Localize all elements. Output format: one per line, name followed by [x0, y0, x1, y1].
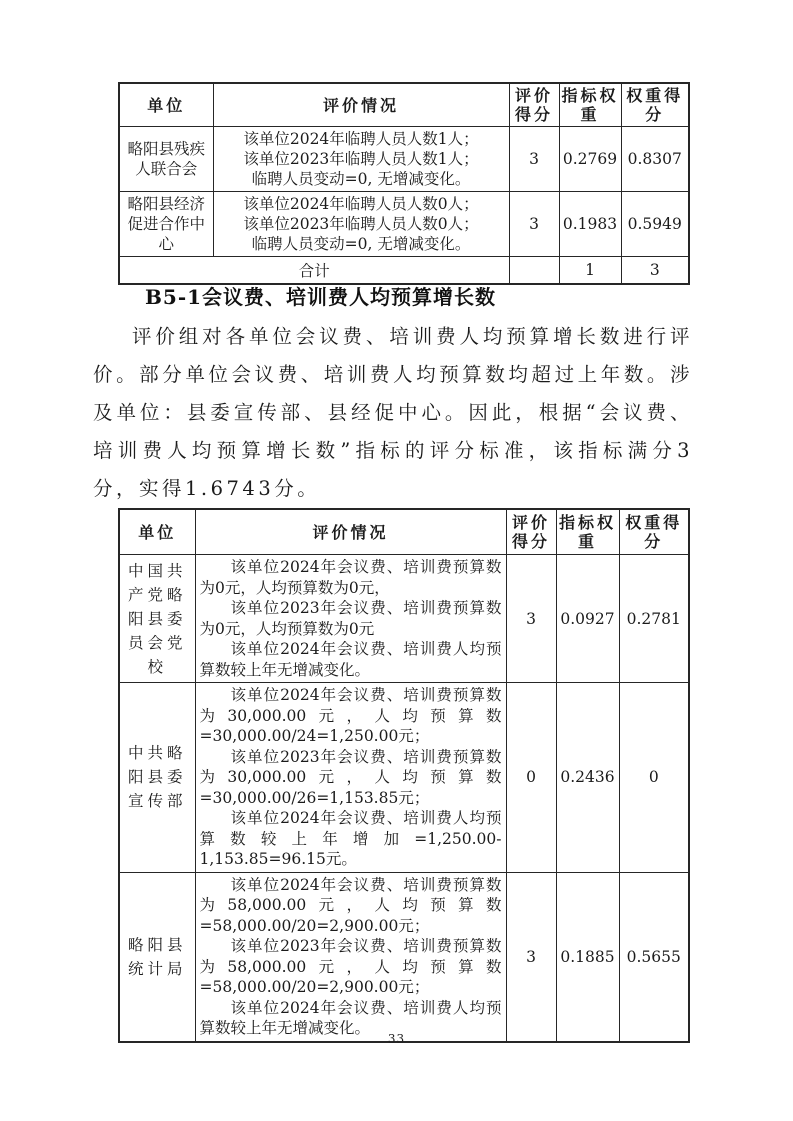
detail-line: 该单位2024年临聘人员人数1人；	[243, 130, 479, 148]
col-header-weight: 指标权重	[556, 509, 619, 555]
evaluation-details	[213, 192, 509, 257]
weighted-score-value: 0	[619, 683, 689, 873]
unit-name: 略阳县统计局	[119, 872, 195, 1042]
col-header-unit: 单位	[119, 83, 213, 127]
weight-value: 0.0927	[556, 555, 619, 683]
evaluation-details	[195, 872, 506, 1042]
score-value: 3	[506, 555, 556, 683]
page-number: 33	[387, 1032, 406, 1046]
section-paragraph: 评价组对各单位会议费、培训费人均预算增长数进行评价。部分单位会议费、培训费人均预算数均超过上年数。涉及单位：县委宣传部、县经促中心。因此，根据“会议费、培训费人均预算增长数”指标的评分标准，该指标满分3分，实得1.6743分。	[93, 325, 693, 500]
total-weighted-score: 3	[621, 257, 689, 285]
col-header-situation: 评价情况	[213, 83, 509, 127]
total-score	[509, 257, 559, 285]
detail-line: 临聘人员变动=0, 无增减变化。	[251, 170, 471, 188]
score-value: 3	[509, 192, 559, 257]
detail-line: 该单位2023年会议费、培训费预算数为30,000.00元，人均预算数=30,000.00/26=1,153.85元；	[199, 747, 502, 807]
col-header-unit: 单位	[119, 509, 195, 555]
table-row	[119, 872, 689, 1042]
score-value: 3	[506, 872, 556, 1042]
evaluation-details	[195, 683, 506, 873]
detail-line: 该单位2023年临聘人员人数1人；	[243, 150, 479, 168]
weighted-score-value: 0.2781	[619, 555, 689, 683]
weighted-score-value: 0.5655	[619, 872, 689, 1042]
detail-line: 该单位2023年临聘人员人数0人；	[243, 215, 479, 233]
table-header-row	[119, 509, 689, 555]
table-row	[119, 683, 689, 873]
evaluation-details	[213, 127, 509, 192]
section-heading: B5-1会议费、培训费人均预算增长数	[145, 285, 497, 309]
table-total-row	[119, 257, 689, 285]
staffing-eval-table	[118, 82, 690, 285]
table-row	[119, 555, 689, 683]
detail-line: 该单位2024年临聘人员人数0人；	[243, 195, 479, 213]
table-header-row	[119, 83, 689, 127]
unit-name: 略阳县经济促进合作中心	[119, 192, 213, 257]
table-row	[119, 127, 689, 192]
detail-line: 该单位2023年会议费、培训费预算数为58,000.00元，人均预算数=58,000.00/20=2,900.00元；	[199, 937, 502, 996]
detail-line: 该单位2024年会议费、培训费预算数为58,000.00元，人均预算数=58,000.00/20=2,900.00元；	[199, 875, 502, 935]
detail-line: 该单位2024年会议费、培训费人均预算数较上年增加=1,250.00-1,153.85=96.15元。	[199, 809, 502, 868]
col-header-weighted-score: 权重得分	[621, 83, 689, 127]
total-label: 合计	[119, 257, 509, 285]
unit-name: 中国共产党略阳县委员会党校	[119, 555, 195, 683]
col-header-weighted-score: 权重得分	[619, 509, 689, 555]
total-weight: 1	[559, 257, 621, 285]
unit-name: 中共略阳县委宣传部	[119, 683, 195, 873]
unit-name: 略阳县残疾人联合会	[119, 127, 213, 192]
detail-line: 该单位2024年会议费、培训费预算数为30,000.00元，人均预算数=30,000.00/24=1,250.00元；	[199, 686, 502, 745]
meeting-training-fee-eval-table	[118, 508, 690, 1043]
col-header-situation: 评价情况	[195, 509, 506, 555]
weight-value: 0.2769	[559, 127, 621, 192]
weight-value: 0.1885	[556, 872, 619, 1042]
weight-value: 0.1983	[559, 192, 621, 257]
detail-line: 临聘人员变动=0, 无增减变化。	[251, 235, 471, 253]
weighted-score-value: 0.8307	[621, 127, 689, 192]
evaluation-details	[195, 555, 506, 683]
table-row	[119, 192, 689, 257]
col-header-score: 评价得分	[506, 509, 556, 555]
col-header-weight: 指标权重	[559, 83, 621, 127]
weight-value: 0.2436	[556, 683, 619, 873]
detail-line: 该单位2024年会议费、培训费人均预算数较上年无增减变化。	[199, 640, 502, 679]
score-value: 3	[509, 127, 559, 192]
score-value: 0	[506, 683, 556, 873]
detail-line: 该单位2024年会议费、培训费预算数为0元，人均预算数为0元，	[199, 558, 502, 597]
weighted-score-value: 0.5949	[621, 192, 689, 257]
detail-line: 该单位2024年会议费、培训费人均预算数较上年无增减变化。	[199, 998, 502, 1037]
detail-line: 该单位2023年会议费、培训费预算数为0元，人均预算数为0元	[199, 599, 502, 638]
col-header-score: 评价得分	[509, 83, 559, 127]
